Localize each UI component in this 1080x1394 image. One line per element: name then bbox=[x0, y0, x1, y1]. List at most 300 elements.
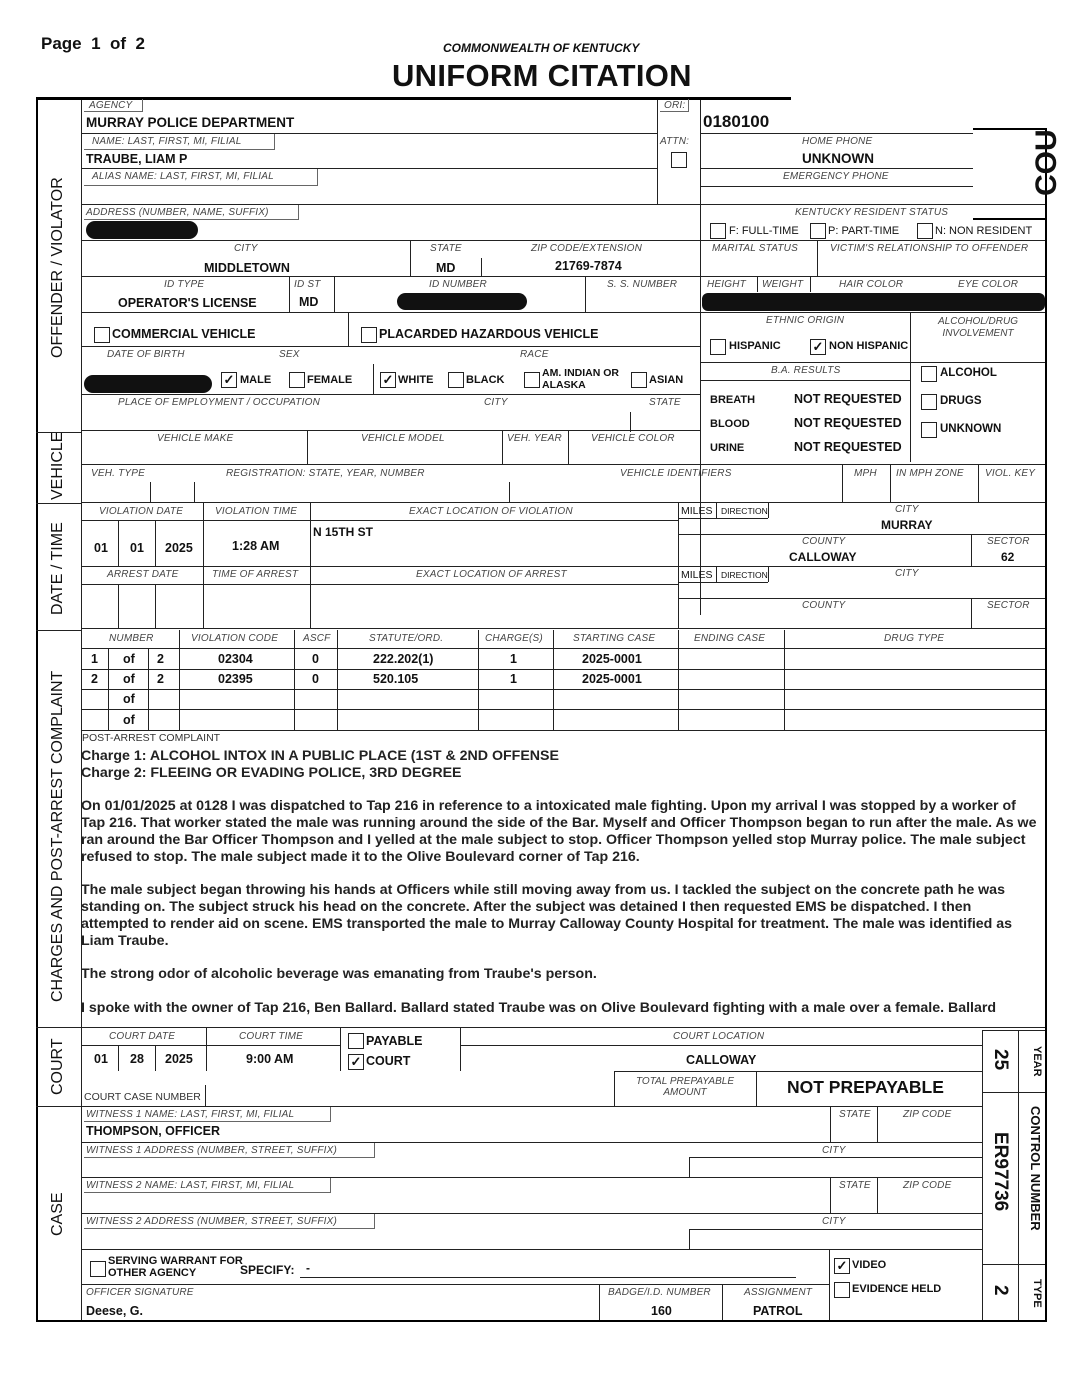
officer-signature-label: OFFICER SIGNATURE bbox=[86, 1287, 194, 1298]
side-label-charges: CHARGES AND POST-ARREST COMPLAINT bbox=[49, 670, 66, 1002]
charge-row-code: 02395 bbox=[218, 672, 253, 686]
hispanic-checkbox[interactable] bbox=[710, 339, 726, 355]
ba-results-label: B.A. RESULTS bbox=[771, 365, 841, 376]
zip-value: 21769-7874 bbox=[555, 259, 622, 273]
divider bbox=[689, 1229, 690, 1249]
divider bbox=[108, 648, 109, 730]
divider bbox=[81, 394, 700, 395]
divider bbox=[971, 598, 972, 628]
page-indicator bbox=[41, 34, 145, 54]
marital-label: MARITAL STATUS bbox=[712, 243, 798, 254]
witness2-city-label: CITY bbox=[822, 1216, 846, 1227]
charge-row-start: 2025-0001 bbox=[582, 672, 642, 686]
vehicle-make-label: VEHICLE MAKE bbox=[157, 433, 234, 444]
control-strip-border bbox=[982, 1030, 983, 1320]
divider bbox=[373, 364, 374, 394]
narrative-paragraph-2: The male subject began throwing his hands at Officers while still moving away from us. I tackled the subject on the concrete path he was standing on. The subject struck his head on the concrete. After the subject was detained I then requested EMS be dispatched. I then attempted to render aid on scene. EMS transported the male to Murray Calloway County Hospital for treatment. The male was identified as Liam Traube. bbox=[81, 882, 1013, 949]
drugs-checkbox[interactable] bbox=[921, 394, 937, 410]
complaint-label: POST-ARREST COMPLAINT bbox=[82, 732, 221, 744]
black-label: BLACK bbox=[466, 374, 505, 386]
vehicle-color-label: VEHICLE COLOR bbox=[591, 433, 675, 444]
divider bbox=[599, 1284, 600, 1320]
violation-county-label: COUNTY bbox=[802, 536, 846, 547]
divider bbox=[657, 100, 658, 204]
control-strip-border bbox=[982, 1030, 1045, 1031]
charge-row-number: 2 bbox=[91, 672, 98, 686]
charge-row-count: 1 bbox=[510, 652, 517, 666]
charge-row-of: of bbox=[123, 652, 135, 666]
charge-row-total: 2 bbox=[157, 672, 164, 686]
divider bbox=[81, 648, 1045, 649]
divider bbox=[910, 312, 911, 462]
control-strip-border bbox=[982, 1092, 1045, 1093]
court-date-label: COURT DATE bbox=[109, 1031, 176, 1042]
male-checkbox[interactable]: ✓ bbox=[221, 372, 237, 388]
divider bbox=[81, 520, 678, 521]
charge-row-ascf: 0 bbox=[312, 672, 319, 686]
divider bbox=[971, 534, 972, 566]
charge-2-text: Charge 2: FLEEING OR EVADING POLICE, 3RD DEGREE bbox=[81, 764, 462, 781]
weight-label: WEIGHT bbox=[762, 279, 804, 290]
violation-month: 01 bbox=[94, 541, 108, 555]
commercial-vehicle-label: COMMERCIAL VEHICLE bbox=[112, 327, 256, 341]
divider bbox=[842, 464, 843, 502]
narrative-paragraph-4: I spoke with the owner of Tap 216, Ben Ballard. Ballard stated Traube was on Olive Boulevard fighting with a male over a female. Ballard bbox=[81, 999, 997, 1016]
prepay-label: TOTAL PREPAYABLE AMOUNT bbox=[635, 1076, 734, 1098]
control-type: 2 bbox=[990, 1285, 1011, 1296]
charge-row-code: 02304 bbox=[218, 652, 253, 666]
label-box bbox=[84, 99, 143, 112]
warrant-checkbox[interactable] bbox=[90, 1261, 106, 1277]
employment-state-label: STATE bbox=[649, 397, 681, 408]
ethnic-origin-label: ETHNIC ORIGIN bbox=[766, 315, 845, 326]
divider bbox=[700, 168, 973, 169]
divider bbox=[678, 534, 1045, 535]
divider bbox=[700, 362, 1045, 363]
divider bbox=[81, 669, 1045, 670]
hair-color-label: HAIR COLOR bbox=[839, 279, 904, 290]
ori-value: 0180100 bbox=[703, 112, 770, 131]
violation-miles-label: MILES bbox=[681, 505, 713, 517]
zip-label: ZIP CODE/EXTENSION bbox=[531, 243, 643, 254]
cou-stamp: COU bbox=[1030, 129, 1063, 196]
divider bbox=[614, 1071, 615, 1106]
violation-date-label: VIOLATION DATE bbox=[99, 506, 184, 517]
name-value: TRAUBE, LIAM P bbox=[86, 152, 188, 166]
commercial-vehicle-checkbox[interactable] bbox=[94, 327, 110, 343]
amindian-label: AM. INDIAN OR ALASKA bbox=[542, 367, 619, 391]
witness1-address-label: WITNESS 1 ADDRESS (NUMBER, STREET, SUFFIX) bbox=[86, 1145, 338, 1156]
divider bbox=[757, 276, 758, 292]
witness2-zip-label: ZIP CODE bbox=[903, 1180, 952, 1191]
divider bbox=[118, 520, 119, 566]
charge-number-header: NUMBER bbox=[109, 633, 154, 644]
specify-value: - bbox=[306, 1261, 310, 1275]
hazmat-checkbox[interactable] bbox=[361, 327, 377, 343]
divider bbox=[81, 628, 1045, 629]
urine-value: NOT REQUESTED bbox=[794, 440, 902, 454]
video-label: VIDEO bbox=[852, 1259, 887, 1271]
divider bbox=[460, 1027, 461, 1071]
home-phone-value: UNKNOWN bbox=[802, 151, 874, 166]
side-label-datetime: DATE / TIME bbox=[49, 522, 66, 615]
asian-checkbox[interactable] bbox=[631, 372, 647, 388]
side-divider bbox=[36, 630, 81, 631]
home-phone-label: HOME PHONE bbox=[802, 136, 873, 147]
video-checkbox[interactable]: ✓ bbox=[834, 1258, 850, 1274]
divider bbox=[810, 276, 811, 292]
court-case-label: COURT CASE NUMBER bbox=[84, 1091, 201, 1103]
arrest-miles-label: MILES bbox=[681, 569, 713, 581]
divider bbox=[155, 584, 156, 628]
nonhispanic-label: NON HISPANIC bbox=[829, 340, 909, 352]
divider bbox=[722, 1284, 723, 1320]
physical-redaction bbox=[702, 293, 1045, 311]
divider bbox=[205, 1085, 206, 1106]
city-value: MIDDLETOWN bbox=[204, 261, 290, 275]
side-divider bbox=[36, 432, 81, 433]
divider bbox=[206, 1027, 207, 1071]
blood-value: NOT REQUESTED bbox=[794, 416, 902, 430]
violation-county: CALLOWAY bbox=[789, 550, 857, 564]
witness1-label: WITNESS 1 NAME: LAST, FIRST, MI, FILIAL bbox=[86, 1109, 295, 1120]
label-box bbox=[84, 1214, 375, 1229]
breath-value: NOT REQUESTED bbox=[794, 392, 902, 406]
court-year: 2025 bbox=[165, 1052, 193, 1066]
divider bbox=[148, 648, 149, 730]
divider bbox=[118, 584, 119, 628]
label-box bbox=[660, 99, 689, 112]
hazmat-label: PLACARDED HAZARDOUS VEHICLE bbox=[379, 327, 599, 341]
divider bbox=[817, 240, 818, 276]
label-box bbox=[84, 1178, 331, 1193]
id-type-value: OPERATOR'S LICENSE bbox=[118, 296, 257, 310]
violation-direction-label: DIRECTION bbox=[721, 506, 768, 516]
sex-label: SEX bbox=[279, 349, 300, 360]
divider bbox=[289, 276, 290, 312]
violation-year: 2025 bbox=[165, 541, 193, 555]
divider bbox=[194, 482, 195, 502]
divider bbox=[830, 1177, 831, 1213]
unknown-label: UNKNOWN bbox=[940, 423, 1002, 435]
victim-relationship-label: VICTIM'S RELATIONSHIP TO OFFENDER bbox=[830, 243, 1029, 254]
ky-resident-label: KENTUCKY RESIDENT STATUS bbox=[795, 207, 949, 218]
divider bbox=[294, 630, 295, 730]
page-current: 1 bbox=[91, 34, 101, 53]
charge-count-header: CHARGE(S) bbox=[485, 633, 543, 644]
side-divider bbox=[36, 1027, 81, 1028]
violation-key-label: VIOL. KEY bbox=[985, 468, 1036, 479]
charge-row-of: of bbox=[123, 672, 135, 686]
race-label: RACE bbox=[520, 349, 549, 360]
alcohol-involvement-label: ALCOHOL/DRUG INVOLVEMENT bbox=[937, 316, 1018, 339]
page-total: 2 bbox=[135, 34, 145, 53]
state-header: COMMONWEALTH OF KENTUCKY bbox=[443, 41, 640, 55]
payable-checkbox[interactable] bbox=[348, 1033, 364, 1049]
control-type-label: TYPE bbox=[1031, 1279, 1043, 1308]
court-location: CALLOWAY bbox=[686, 1053, 757, 1067]
white-checkbox[interactable]: ✓ bbox=[380, 372, 396, 388]
violation-location: N 15TH ST bbox=[313, 525, 374, 539]
side-divider bbox=[36, 503, 81, 504]
divider bbox=[203, 502, 204, 566]
divider bbox=[678, 518, 768, 519]
divider bbox=[630, 412, 631, 432]
divider bbox=[689, 1157, 690, 1177]
arrest-direction-label: DIRECTION bbox=[721, 570, 768, 580]
divider bbox=[700, 380, 910, 381]
breath-label: BREATH bbox=[710, 394, 756, 406]
label-box bbox=[84, 134, 275, 150]
divider bbox=[300, 1277, 796, 1278]
female-checkbox[interactable] bbox=[289, 372, 305, 388]
name-label: NAME: LAST, FIRST, MI, FILIAL bbox=[92, 136, 242, 147]
page-label: Page bbox=[41, 34, 82, 53]
arrest-date-label: ARREST DATE bbox=[107, 569, 179, 580]
violation-day: 01 bbox=[130, 541, 144, 555]
divider bbox=[81, 312, 1045, 313]
vehicle-model-label: VEHICLE MODEL bbox=[361, 433, 445, 444]
vehicle-year-label: VEH. YEAR bbox=[507, 433, 562, 444]
charge-end-header: ENDING CASE bbox=[694, 633, 766, 644]
arrest-city-label: CITY bbox=[895, 568, 919, 579]
label-box bbox=[84, 1107, 331, 1122]
blood-label: BLOOD bbox=[710, 418, 750, 430]
alcohol-label: ALCOHOL bbox=[940, 367, 997, 379]
employment-city-label: CITY bbox=[484, 397, 508, 408]
narrative-paragraph-3: The strong odor of alcoholic beverage was emanating from Traube's person. bbox=[81, 966, 597, 983]
charge-row-of: of bbox=[123, 692, 135, 706]
witness2-label: WITNESS 2 NAME: LAST, FIRST, MI, FILIAL bbox=[86, 1180, 295, 1191]
control-year: 25 bbox=[990, 1049, 1011, 1071]
divider bbox=[81, 1045, 340, 1046]
divider bbox=[81, 430, 700, 431]
divider bbox=[756, 1071, 757, 1106]
state-value: MD bbox=[436, 261, 456, 275]
page-of: of bbox=[110, 34, 127, 53]
charge-start-header: STARTING CASE bbox=[573, 633, 656, 644]
divider bbox=[877, 1177, 878, 1213]
fulltime-label: F: FULL-TIME bbox=[729, 225, 799, 237]
charge-statute-header: STATUTE/ORD. bbox=[369, 633, 444, 644]
frame-inner-left bbox=[81, 100, 82, 1321]
charge-1-text: Charge 1: ALCOHOL INTOX IN A PUBLIC PLACE (1ST & 2ND OFFENSE bbox=[81, 748, 559, 764]
violation-sector: 62 bbox=[1001, 550, 1015, 564]
black-checkbox[interactable] bbox=[448, 372, 464, 388]
ssn-label: S. S. NUMBER bbox=[607, 279, 678, 290]
evidence-held-label: EVIDENCE HELD bbox=[852, 1283, 942, 1295]
divider bbox=[81, 1249, 982, 1250]
dob-redaction bbox=[84, 375, 212, 393]
divider bbox=[890, 464, 891, 502]
divider bbox=[700, 133, 973, 134]
divider bbox=[716, 566, 717, 582]
label-box bbox=[84, 1143, 375, 1158]
evidence-held-checkbox[interactable] bbox=[834, 1282, 850, 1298]
divider bbox=[689, 1157, 982, 1158]
violation-location-label: EXACT LOCATION OF VIOLATION bbox=[409, 506, 573, 517]
control-strip-border bbox=[982, 1264, 1045, 1265]
address-label: ADDRESS (NUMBER, NAME, SUFFIX) bbox=[86, 207, 269, 218]
divider bbox=[155, 520, 156, 566]
side-label-offender: OFFENDER / VIOLATOR bbox=[49, 177, 66, 358]
arrest-county-label: COUNTY bbox=[802, 600, 846, 611]
divider bbox=[829, 1249, 830, 1320]
badge-label: BADGE/I.D. NUMBER bbox=[608, 1287, 711, 1298]
alcohol-checkbox[interactable] bbox=[921, 366, 937, 382]
amindian-checkbox[interactable] bbox=[524, 372, 540, 388]
divider bbox=[155, 1045, 156, 1071]
id-number-label: ID NUMBER bbox=[429, 279, 487, 290]
divider bbox=[509, 482, 510, 502]
divider bbox=[81, 276, 1045, 277]
divider bbox=[337, 630, 338, 730]
divider bbox=[502, 430, 503, 464]
urine-label: URINE bbox=[710, 442, 745, 454]
witness2-state-label: STATE bbox=[839, 1180, 871, 1191]
charge-row-number: 1 bbox=[91, 652, 98, 666]
emergency-phone-label: EMERGENCY PHONE bbox=[783, 171, 889, 182]
charge-row-total: 2 bbox=[157, 652, 164, 666]
nonhispanic-checkbox[interactable]: ✓ bbox=[810, 339, 826, 355]
alias-label: ALIAS NAME: LAST, FIRST, MI, FILIAL bbox=[92, 171, 274, 182]
divider bbox=[614, 1071, 982, 1072]
assignment-label: ASSIGNMENT bbox=[744, 1287, 813, 1298]
narrative-paragraph-1: On 01/01/2025 at 0128 I was dispatched to Tap 216 in reference to a intoxicated male fighting. Upon my arrival I was stopped by a worker of Tap 216. That worker stated the male was running around the side of the Bar. Myself and Officer Thompson began to run after the male. As we ran around the Bar Officer Thompson and I yelled at the male subject to stop. Officer Thompson yelled stop Murray police. The male subject refused to stop. The male subject made it to the Olive Boulevard corner of Tap 216. bbox=[81, 798, 1037, 865]
prepay-value: NOT PREPAYABLE bbox=[787, 1077, 944, 1097]
divider bbox=[81, 346, 700, 347]
divider bbox=[81, 240, 1045, 241]
court-location-label: COURT LOCATION bbox=[673, 1031, 765, 1042]
divider bbox=[678, 598, 1045, 599]
divider bbox=[307, 430, 308, 464]
divider bbox=[334, 276, 335, 312]
divider bbox=[830, 1106, 831, 1142]
complaint-narrative bbox=[81, 748, 1043, 1034]
divider bbox=[118, 1045, 119, 1071]
divider bbox=[585, 276, 586, 312]
witness1-name: THOMPSON, OFFICER bbox=[86, 1124, 221, 1138]
divider bbox=[81, 1284, 829, 1285]
asian-label: ASIAN bbox=[649, 374, 684, 386]
divider bbox=[460, 1045, 982, 1046]
court-appearance-label: COURT bbox=[366, 1054, 411, 1068]
id-state-value: MD bbox=[299, 295, 319, 309]
attn-checkbox[interactable] bbox=[671, 152, 687, 168]
side-divider bbox=[36, 1106, 81, 1107]
divider bbox=[678, 582, 768, 583]
dob-label: DATE OF BIRTH bbox=[107, 349, 185, 360]
violation-time: 1:28 AM bbox=[232, 539, 280, 553]
charge-row-of: of bbox=[123, 713, 135, 727]
vehicle-type-label: VEH. TYPE bbox=[91, 468, 146, 479]
arrest-time-label: TIME OF ARREST bbox=[212, 569, 299, 580]
divider bbox=[150, 482, 151, 502]
id-state-label: ID ST bbox=[294, 279, 321, 290]
female-label: FEMALE bbox=[307, 374, 353, 386]
unknown-checkbox[interactable] bbox=[921, 422, 937, 438]
label-box bbox=[84, 205, 299, 220]
white-label: WHITE bbox=[398, 374, 434, 386]
charge-row-count: 1 bbox=[510, 672, 517, 686]
address-redaction bbox=[86, 221, 198, 239]
attn-label: ATTN: bbox=[660, 136, 690, 147]
side-label-vehicle: VEHICLE bbox=[49, 431, 66, 500]
divider bbox=[81, 502, 1045, 503]
label-box bbox=[84, 169, 318, 186]
charge-row-ascf: 0 bbox=[312, 652, 319, 666]
divider bbox=[568, 430, 569, 464]
side-label-case: CASE bbox=[49, 1192, 66, 1236]
control-strip-border bbox=[1018, 1030, 1019, 1320]
divider bbox=[678, 630, 679, 730]
divider bbox=[81, 566, 1045, 567]
witness1-state-label: STATE bbox=[839, 1109, 871, 1120]
divider bbox=[81, 730, 1045, 731]
violation-time-label: VIOLATION TIME bbox=[215, 506, 298, 517]
court-month: 01 bbox=[94, 1052, 108, 1066]
drugs-label: DRUGS bbox=[940, 395, 982, 407]
witness2-address-label: WITNESS 2 ADDRESS (NUMBER, STREET, SUFFIX) bbox=[86, 1216, 338, 1227]
control-number-label: CONTROL NUMBER bbox=[1028, 1106, 1043, 1231]
specify-label: SPECIFY: bbox=[240, 1263, 295, 1277]
divider bbox=[553, 630, 554, 730]
frame-bottom bbox=[36, 1320, 1047, 1322]
id-number-redaction bbox=[397, 293, 527, 310]
charge-row-statute: 222.202(1) bbox=[373, 652, 434, 666]
parttime-label: P: PART-TIME bbox=[828, 225, 900, 237]
mph-label: MPH bbox=[854, 468, 877, 479]
eye-color-label: EYE COLOR bbox=[958, 279, 1019, 290]
id-type-label: ID TYPE bbox=[164, 279, 205, 290]
divider bbox=[81, 584, 678, 585]
witness1-zip-label: ZIP CODE bbox=[903, 1109, 952, 1120]
mph-zone-label: IN MPH ZONE bbox=[896, 468, 964, 479]
divider bbox=[784, 630, 785, 730]
court-checkbox[interactable]: ✓ bbox=[348, 1054, 364, 1070]
payable-label: PAYABLE bbox=[366, 1034, 423, 1048]
ori-label: ORI: bbox=[664, 100, 686, 111]
male-label: MALE bbox=[240, 374, 272, 386]
violation-city: MURRAY bbox=[881, 518, 933, 532]
state-label: STATE bbox=[430, 243, 462, 254]
divider bbox=[481, 258, 482, 276]
court-time: 9:00 AM bbox=[246, 1052, 294, 1066]
divider bbox=[81, 464, 1045, 465]
divider bbox=[203, 566, 204, 628]
hispanic-label: HISPANIC bbox=[729, 340, 781, 352]
violation-city-label: CITY bbox=[895, 504, 919, 515]
citation-title: UNIFORM CITATION bbox=[392, 58, 692, 93]
divider bbox=[700, 186, 973, 187]
divider bbox=[410, 240, 411, 276]
charge-drug-header: DRUG TYPE bbox=[884, 633, 945, 644]
divider bbox=[768, 502, 769, 518]
nonresident-checkbox[interactable] bbox=[917, 223, 933, 239]
divider bbox=[478, 630, 479, 730]
divider bbox=[689, 1229, 982, 1230]
city-label: CITY bbox=[234, 243, 258, 254]
nonresident-label: N: NON RESIDENT bbox=[935, 225, 1033, 237]
control-number: ER97736 bbox=[990, 1132, 1011, 1212]
fulltime-checkbox[interactable] bbox=[710, 223, 726, 239]
divider bbox=[768, 566, 769, 582]
registration-label: REGISTRATION: STATE, YEAR, NUMBER bbox=[226, 468, 425, 479]
parttime-checkbox[interactable] bbox=[810, 223, 826, 239]
court-time-label: COURT TIME bbox=[239, 1031, 304, 1042]
arrest-sector-label: SECTOR bbox=[987, 600, 1030, 611]
divider bbox=[81, 689, 1045, 690]
